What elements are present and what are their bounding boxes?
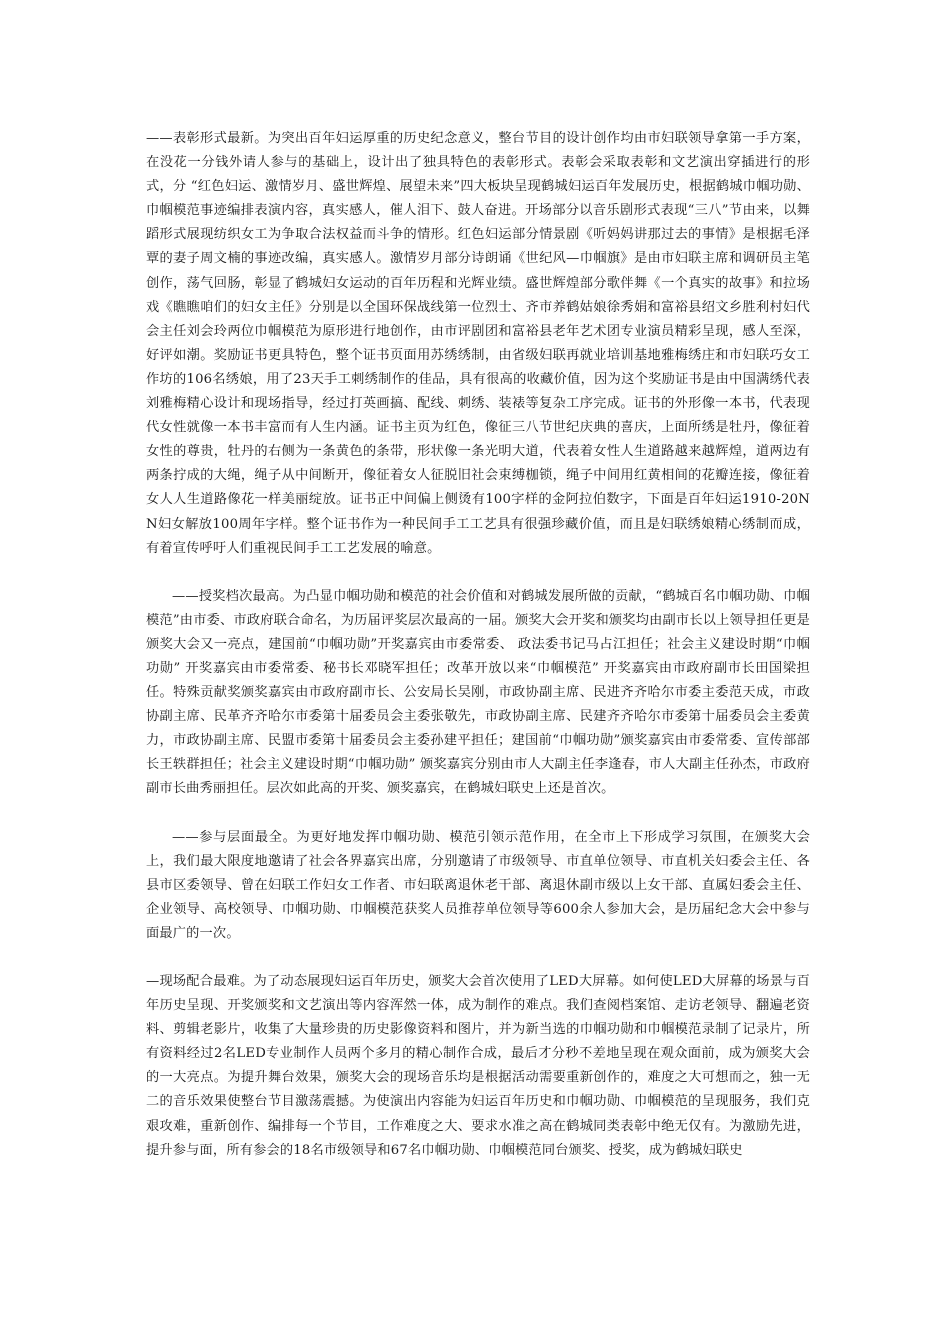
document-body: [146, 127, 810, 1163]
paragraph-onsite-coordination: —现场配合最难。为了动态展现妇运百年历史，颁奖大会首次使用了LED大屏幕。如何使LED大屏幕的场景与百年历史呈现、开奖颁奖和文艺演出等内容浑然一体，成为制作的难点。我们查阅档案馆、走访老领导、翻遍老资料、剪辑老影片，收集了大量珍贵的历史影像资料和图片，并为新当选的巾帼功勋和巾帼模范录制了记录片，所有资料经过2名LED专业制作人员两个多月的精心制作合成，最后才分秒不差地呈现在观众面前，成为颁奖大会的一大亮点。为提升舞台效果，颁奖大会的现场音乐均是根据活动需要重新创作的，难度之大可想而之，独一无二的音乐效果使整台节目激荡震撼。为使演出内容能为妇运百年历史和巾帼功勋、巾帼模范的呈现服务，我们克艰攻难，重新创作、编排每一个节目，工作难度之大、要求水准之高在鹤城同类表彰中绝无仅有。为激励先进，提升参与面，所有参会的18名市级领导和67名巾帼功勋、巾帼模范同台颁奖、授奖，成为鹤城妇联史: [146, 974, 810, 1158]
paragraph-participation: ——参与层面最全。为更好地发挥巾帼功勋、模范引领示范作用，在全市上下形成学习氛围，在颁奖大会上，我们最大限度地邀请了社会各界嘉宾出席，分别邀请了市级领导、市直单位领导、市直机关妇委会主任、各县市区委领导、曾在妇联工作妇女工作者、市妇联离退休老干部、离退休副市级以上女干部、直属妇委会主任、企业领导、高校领导、巾帼功勋、巾帼模范获奖人员推荐单位领导等600余人参加大会，是历届纪念大会中参与面最广的一次。: [146, 829, 810, 941]
paragraph-award-level: ——授奖档次最高。为凸显巾帼功勋和模范的社会价值和对鹤城发展所做的贡献，“鹤城百名巾帼功勋、巾帼模范”由市委、市政府联合命名，为历届评奖层次最高的一届。颁奖大会开奖和颁奖均由副市长以上领导担任更是颁奖大会又一亮点，建国前“巾帼功勋”开奖嘉宾由市委常委、 政法委书记马占江担任；社会主义建设时期“巾帼功勋” 开奖嘉宾由市委常委、秘书长邓晓军担任；改革开放以来“巾帼模范” 开奖嘉宾由市政府副市长田国梁担任。特殊贡献奖颁奖嘉宾由市政府副市长、公安局长吴刚，市政协副主席、民进齐齐哈尔市委主委范天成，市政协副主席、民革齐齐哈尔市委第十届委员会主委张敬先，市政协副主席、民建齐齐哈尔市委第十届委员会主委黄力，市政协副主席、民盟市委第十届委员会主委孙建平担任；建国前“巾帼功勋”颁奖嘉宾由市委常委、宣传部部长王轶群担任；社会主义建设时期“巾帼功勋” 颁奖嘉宾分别由市人大副主任李逢春，市人大副主任孙杰，市政府副市长曲秀丽担任。层次如此高的开奖、颁奖嘉宾，在鹤城妇联史上还是首次。: [146, 588, 810, 797]
paragraph-award-form: ——表彰形式最新。为突出百年妇运厚重的历史纪念意义，整台节目的设计创作均由市妇联领导拿第一手方案，在没花一分钱外请人参与的基础上，设计出了独具特色的表彰形式。表彰会采取表彰和文艺演出穿插进行的形式，分 “红色妇运、激情岁月、盛世辉煌、展望未来”四大板块呈现鹤城妇运百年发展历史，根据鹤城巾帼功勋、巾帼模范事迹编排表演内容，真实感人，催人泪下、鼓人奋进。开场部分以音乐剧形式表现“三八”节由来，以舞蹈形式展现纺织女工为争取合法权益而斗争的情形。红色妇运部分情景剧《听妈妈讲那过去的事情》是根据毛泽覃的妻子周文楠的事迹改编，真实感人。激情岁月部分诗朗诵《世纪风—巾帼旗》是由市妇联主席和调研员主笔创作，荡气回肠，彰显了鹤城妇女运动的百年历程和光辉业绩。盛世辉煌部分歌伴舞《一个真实的故事》和拉场戏《瞧瞧咱们的妇女主任》分别是以全国环保战线第一位烈士、齐市养鹤姑娘徐秀娟和富裕县绍文乡胜利村妇代会主任刘会玲两位巾帼模范为原形进行地创作，由市评剧团和富裕县老年艺术团专业演员精彩呈现，感人至深，好评如潮。奖励证书更具特色，整个证书页面用苏绣绣制，由省级妇联再就业培训基地雅梅绣庄和市妇联巧女工作坊的106名绣娘，用了23天手工刺绣制作的佳品，具有很高的收藏价值，因为这个奖励证书是由中国满绣代表刘雅梅精心设计和现场指导，经过打英画搞、配线、刺绣、装裱等复杂工序完成。证书的外形像一本书，代表现代女性就像一本书丰富而有人生内涵。证书主页为红色，像征三八节世纪庆典的喜庆，上面所绣是牡丹，像征着女性的尊贵，牡丹的右侧为一条黄色的条带，形状像一条光明大道，代表着女性人生道路越来越辉煌，道两边有两条拧成的大绳，绳子从中间断开，像征着女人征脱旧社会束缚枷锁，绳子中间用红黄相间的花瓣连接，像征着女人人生道路像花一样美丽绽放。证书正中间偏上侧烫有100字样的金阿拉伯数字，下面是百年妇运1910-20NN妇女解放100周年字样。整个证书作为一种民间手工工艺具有很强珍藏价值，而且是妇联绣娘精心绣制而成，有着宣传呼吁人们重视民间手工工艺发展的喻意。: [146, 131, 810, 556]
